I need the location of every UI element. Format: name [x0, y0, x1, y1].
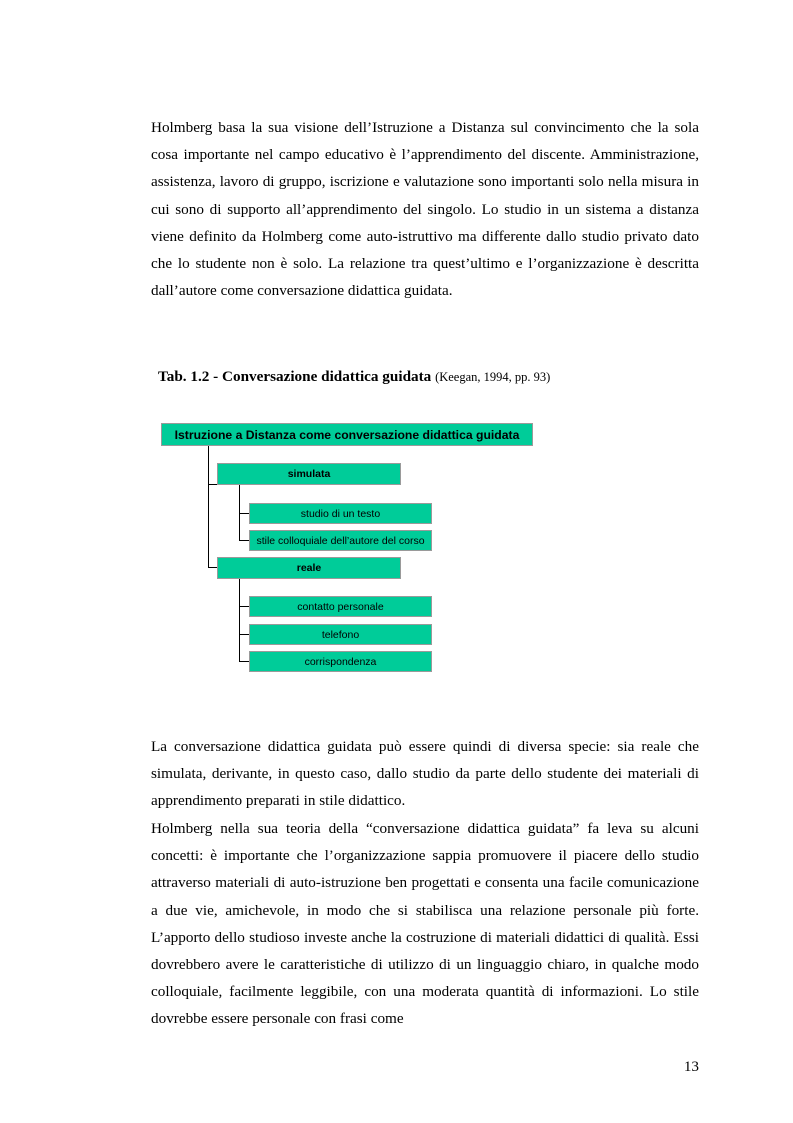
node-simulata: simulata	[217, 463, 401, 485]
paragraph-intro: Holmberg basa la sua visione dell’Istruzione a Distanza sul convincimento che la sola cosa importante nel campo educativo è l’apprendimento del discente. Amministrazione, assistenza, lavoro di gruppo, iscrizione e valutazione sono importanti solo nella misura in cui sono di supporto all’apprendimento del singolo. Lo studio in un sistema a distanza viene definito da Holmberg come auto-istruttivo ma differente dallo studio privato dato che lo studente non è solo. La relazione tra quest’ultimo e l’organizzazione è descritta dall’autore come conversazione didattica guidata.	[151, 119, 699, 300]
diagram-root-node: Istruzione a Distanza come conversazione didattica guidata	[161, 423, 533, 446]
connector-to-studio-testo	[239, 513, 249, 514]
paragraph-holmberg-theory: Holmberg nella sua teoria della “conversazione didattica guidata” fa leva su alcuni concetti: è importante che l’organizzazione sappia promuovere il piacere dello studio attraverso materiali di auto-istruzione ben progettati e consenta una facile comunicazione a due vie, amichevole, in modo che si stabilisca una relazione personale più forte. L’apporto dello studioso investe anche la costruzione di materiali didattici di qualità. Essi dovrebbero avere le caratteristiche di utilizzo di un linguaggio chiaro, in qualche modo colloquiale, facilmente leggibile, con una moderata quantità di informazioni. Lo stile dovrebbe essere personale con frasi come	[151, 820, 699, 1028]
table-caption-source: (Keegan, 1994, pp. 93)	[435, 370, 551, 384]
node-corrispondenza: corrispondenza	[249, 651, 432, 672]
node-reale: reale	[217, 557, 401, 579]
connector-to-telefono	[239, 634, 249, 635]
connector-to-simulata	[208, 484, 217, 485]
node-studio-di-un-testo: studio di un testo	[249, 503, 432, 524]
connector-root-trunk	[208, 446, 209, 568]
table-caption-title: Tab. 1.2 - Conversazione didattica guidata	[158, 368, 432, 385]
page-number: 13	[683, 1058, 699, 1075]
connector-to-reale	[208, 567, 217, 568]
connector-reale-trunk	[239, 579, 240, 662]
paragraph-conversation-types: La conversazione didattica guidata può essere quindi di diversa specie: sia reale che simulata, derivante, in questo caso, dallo studio da parte dello studente dei materiali di apprendimento preparati in stile didattico.	[151, 738, 699, 810]
node-telefono: telefono	[249, 624, 432, 645]
node-stile-colloquiale: stile colloquiale dell’autore del corso	[249, 530, 432, 551]
node-contatto-personale: contatto personale	[249, 596, 432, 617]
connector-to-contatto	[239, 606, 249, 607]
connector-to-corrispondenza	[239, 661, 249, 662]
connector-to-stile-colloquiale	[239, 540, 249, 541]
